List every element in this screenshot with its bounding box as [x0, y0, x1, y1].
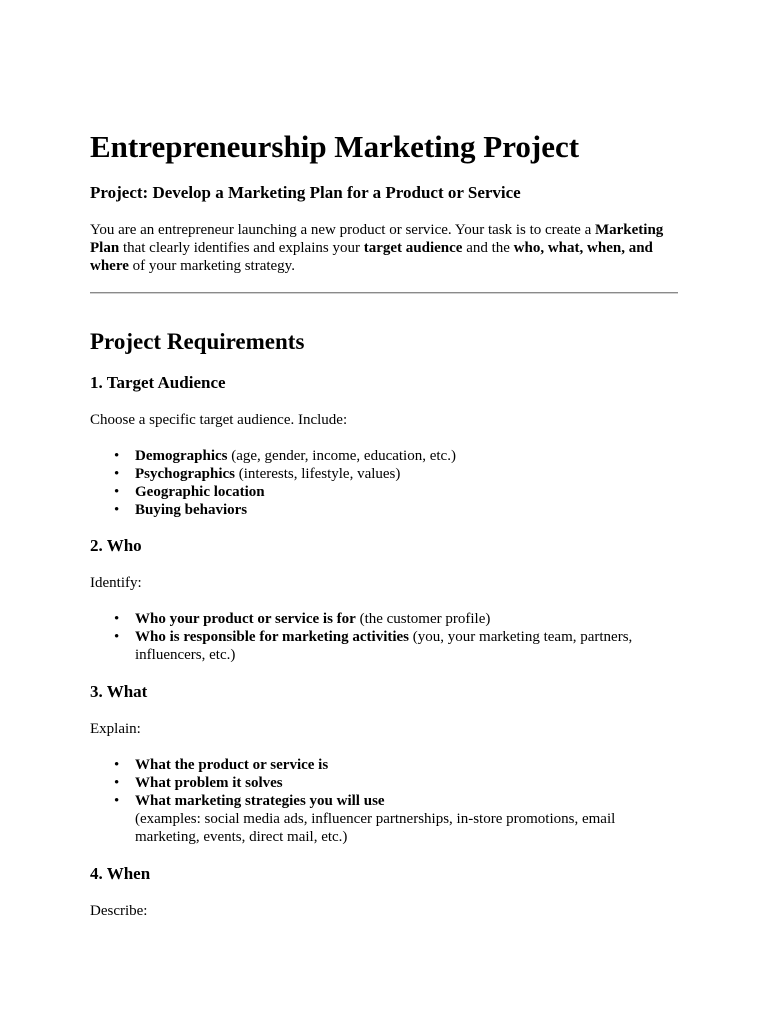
- list-item-bold: What marketing strategies you will use: [135, 793, 385, 809]
- horizontal-divider: [90, 292, 678, 294]
- document-title: Entrepreneurship Marketing Project: [90, 129, 580, 164]
- target-audience-list: [90, 447, 678, 519]
- intro-paragraph: [90, 221, 678, 275]
- list-item-text: (you, your marketing team, partners, influencers, etc.): [135, 629, 633, 663]
- intro-bold-target-audience: target audience: [363, 240, 463, 256]
- list-item: [90, 792, 678, 846]
- intro-bold-marketing-plan: Marketing Plan: [90, 222, 664, 256]
- what-list: [90, 756, 678, 846]
- section-heading-when: 4. When: [90, 864, 151, 883]
- intro-text-1: You are an entrepreneur launching a new product or service. Your task is to create a: [90, 222, 595, 238]
- list-item: [90, 501, 678, 519]
- intro-text-4: of your marketing strategy.: [128, 258, 295, 274]
- section-heading-target-audience: 1. Target Audience: [90, 373, 226, 392]
- who-list: [90, 610, 678, 664]
- list-item-bold: Buying behaviors: [135, 502, 248, 518]
- section-heading-what: 3. What: [90, 682, 148, 701]
- list-item-bold: Demographics: [135, 448, 228, 464]
- list-item-bold: Who your product or service is for: [135, 611, 356, 627]
- section-lead-who: Identify:: [90, 575, 142, 591]
- intro-bold-who-what-when-where: who, what, when, and where: [90, 240, 653, 274]
- list-item-bold: Geographic location: [135, 484, 265, 500]
- list-item-bold: What the product or service is: [135, 757, 329, 773]
- list-item: [90, 756, 678, 774]
- list-item: [90, 465, 678, 483]
- list-item-bold: Psychographics: [135, 466, 236, 482]
- list-item-text: (interests, lifestyle, values): [235, 466, 401, 482]
- list-item: [90, 610, 678, 628]
- list-item: [90, 628, 678, 664]
- section-lead-when: Describe:: [90, 903, 148, 919]
- project-subtitle: Project: Develop a Marketing Plan for a Product or Service: [90, 183, 521, 202]
- list-item: [90, 483, 678, 501]
- section-lead-target-audience: Choose a specific target audience. Include:: [90, 412, 348, 428]
- list-item-bold: What problem it solves: [135, 775, 283, 791]
- list-item-text: (the customer profile): [355, 611, 491, 627]
- intro-text-2: that clearly identifies and explains your: [119, 240, 364, 256]
- list-item: [90, 447, 678, 465]
- section-lead-what: Explain:: [90, 721, 141, 737]
- list-item-text: (age, gender, income, education, etc.): [227, 448, 456, 464]
- list-item: [90, 774, 678, 792]
- requirements-heading: Project Requirements: [90, 329, 305, 354]
- section-heading-who: 2. Who: [90, 536, 142, 555]
- list-item-text: (examples: social media ads, influencer partnerships, in-store promotions, email marketing, events, direct mail, etc.): [135, 811, 616, 845]
- intro-text-3: and the: [462, 240, 514, 256]
- list-item-bold: Who is responsible for marketing activities: [135, 629, 410, 645]
